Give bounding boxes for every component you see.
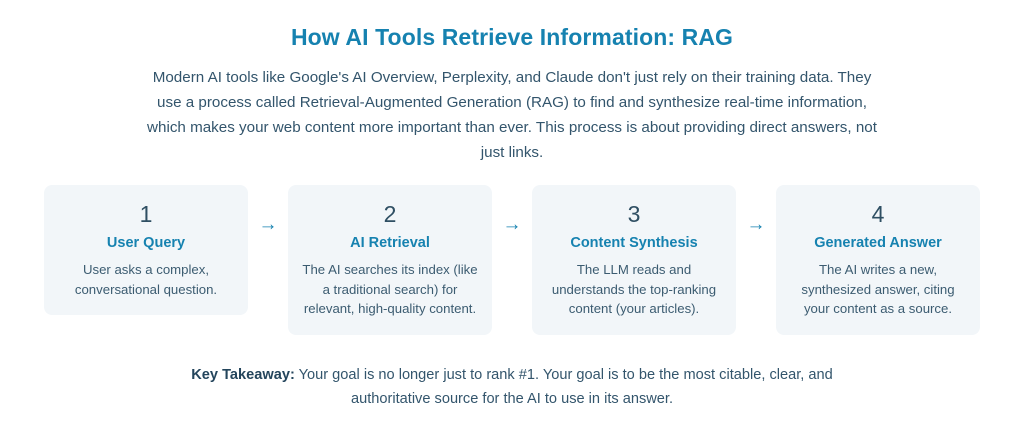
step-card-4 [776, 185, 980, 335]
intro-paragraph: Modern AI tools like Google's AI Overview, Perplexity, and Claude don't just rely on their training data. They use a process called Retrieval-Augmented Generation (RAG) to find and synthesize real-time information, which makes your web content more important than ever. This process is about providing direct answers, not just links. [147, 69, 877, 161]
key-takeaway-label: Key Takeaway: [191, 366, 295, 383]
step-description: User asks a complex, conversational question. [74, 262, 218, 297]
step-card-3 [532, 185, 736, 335]
step-number: 4 [871, 201, 885, 227]
arrow-right-icon: → [746, 214, 766, 235]
step-number: 3 [627, 201, 641, 227]
key-takeaway [162, 363, 862, 411]
step-description: The AI writes a new, synthesized answer, citing your content as a source. [801, 262, 955, 316]
arrow-right-icon: → [258, 214, 278, 235]
arrow-right-icon: → [502, 214, 522, 235]
step-description: The LLM reads and understands the top-ranking content (your articles). [551, 262, 717, 316]
step-title: Content Synthesis [570, 235, 698, 251]
step-title: Generated Answer [814, 235, 942, 251]
step-title: AI Retrieval [350, 235, 430, 251]
key-takeaway-text: Your goal is no longer just to rank #1. Your goal is to be the most citable, clear, and authoritative source for the AI to use in its answer. [294, 366, 833, 407]
step-card-1 [44, 185, 248, 315]
page-title: How AI Tools Retrieve Information: RAG [290, 24, 734, 50]
step-description: The AI searches its index (like a traditional search) for relevant, high-quality content. [302, 262, 478, 316]
step-title: User Query [106, 235, 186, 251]
step-card-2 [288, 185, 492, 335]
step-number: 1 [139, 201, 153, 227]
steps-row [22, 185, 1002, 335]
step-number: 2 [383, 201, 397, 227]
